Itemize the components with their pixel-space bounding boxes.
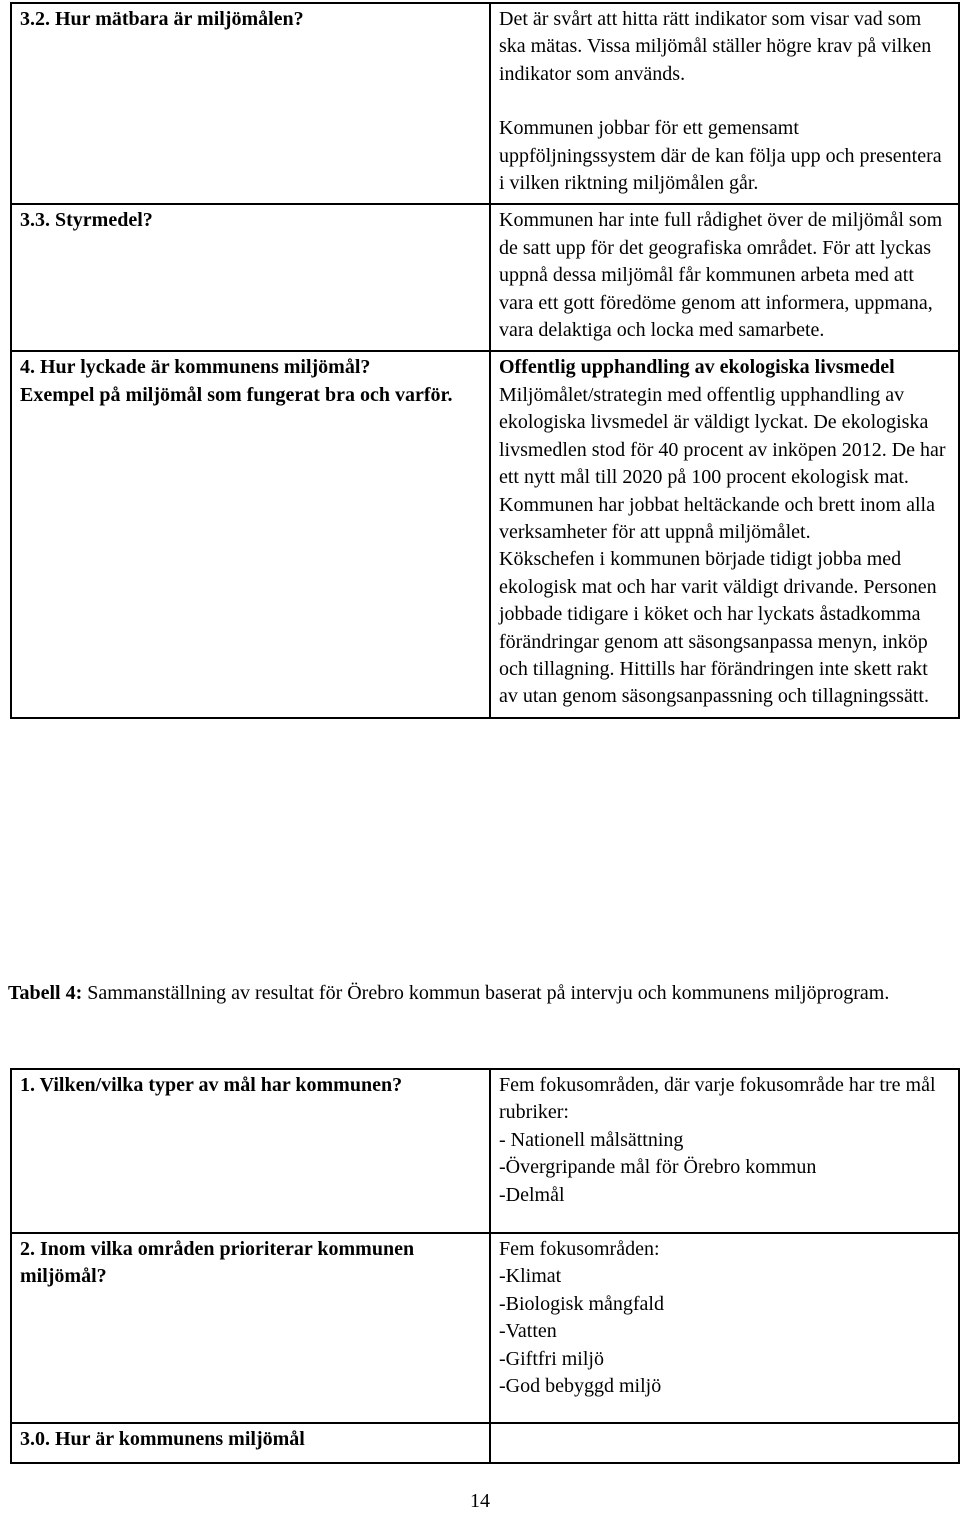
question-subtext: Exempel på miljömål som fungerat bra och varför. (20, 383, 453, 406)
table-row (11, 351, 959, 717)
question-cell (11, 1069, 490, 1233)
answer-cell (490, 1069, 959, 1233)
answer-line: -God bebyggd miljö (499, 1375, 662, 1398)
answer-paragraph: Det är svårt att hitta rätt indikator som visar vad som ska mätas. Vissa miljömål ställer högre krav på vilken indikator som används. (499, 8, 932, 85)
question-cell (11, 204, 490, 351)
question-text: 3.3. Styrmedel? (20, 209, 153, 232)
question-text: 3.0. Hur är kommunens miljömål (20, 1428, 305, 1450)
answer-cell-empty (490, 1423, 959, 1463)
answer-cell (490, 3, 959, 204)
answer-paragraph: Kökschefen i kommunen började tidigt jobba med ekologisk mat och har varit väldigt drivande. Personen jobbade tidigare i köket och har lyckats åstadkomma förändringar genom att säsongsanpassa menyn, inköp och tillagning. Hittills har förändringen inte skett rakt av utan genom säsongsanpassning och tillagningssätt. (499, 548, 937, 708)
answer-line: -Klimat (499, 1265, 562, 1288)
answer-heading: Offentlig upphandling av ekologiska livsmedel (499, 356, 895, 379)
results-table-orebro (10, 1068, 960, 1464)
table-caption (8, 980, 953, 1007)
table-row (11, 1069, 959, 1233)
question-text: 1. Vilken/vilka typer av mål har kommunen? (20, 1074, 403, 1096)
question-text: 3.2. Hur mätbara är miljömålen? (20, 8, 304, 30)
question-cell (11, 1233, 490, 1423)
answer-line: -Giftfri miljö (499, 1347, 604, 1370)
caption-text: Sammanställning av resultat för Örebro kommun baserat på intervju och kommunens miljöprogram. (82, 982, 890, 1004)
answer-cell (490, 1233, 959, 1423)
answer-line: -Övergripande mål för Örebro kommun (499, 1156, 817, 1179)
table-row (11, 1423, 959, 1463)
question-cell (11, 1423, 490, 1463)
answer-line: - Nationell målsättning (499, 1128, 684, 1151)
answer-line: -Delmål (499, 1183, 565, 1206)
answer-cell (490, 351, 959, 717)
table-row (11, 204, 959, 351)
question-text: 2. Inom vilka områden prioriterar kommunen miljömål? (20, 1238, 415, 1288)
answer-paragraph: Kommunen jobbar för ett gemensamt uppföljningssystem där de kan följa upp och presentera i vilken riktning miljömålen går. (499, 117, 942, 195)
question-cell (11, 3, 490, 204)
answer-line: -Vatten (499, 1320, 557, 1343)
answer-cell (490, 204, 959, 351)
results-table-continued (10, 2, 960, 719)
table-row (11, 3, 959, 204)
page-number: 14 (470, 1490, 490, 1512)
answer-paragraph: Miljömålet/strategin med offentlig upphandling av ekologiska livsmedel är väldigt lyckat. De ekologiska livsmedlen stod för 40 procent av inköpen 2012. De har ett nytt mål till 2020 på 100 procent ekologisk mat. Kommunen har jobbat heltäckande och brett inom alla verksamheter för att uppnå miljömålet. (499, 383, 946, 543)
question-cell (11, 351, 490, 717)
answer-line: -Biologisk mångfald (499, 1292, 664, 1315)
answer-line: Fem fokusområden: (499, 1238, 660, 1260)
answer-paragraph: Kommunen har inte full rådighet över de miljömål som de satt upp för det geografiska området. För att lyckas uppnå dessa miljömål får kommunen arbeta med att vara ett gott föredöme genom att informera, uppmana, vara delaktiga och locka med samarbete. (499, 209, 943, 342)
table-row (11, 1233, 959, 1423)
caption-label: Tabell 4: (8, 982, 83, 1004)
question-text: 4. Hur lyckade är kommunens miljömål? (20, 356, 371, 379)
answer-line: Fem fokusområden, där varje fokusområde har tre mål rubriker: (499, 1074, 936, 1124)
